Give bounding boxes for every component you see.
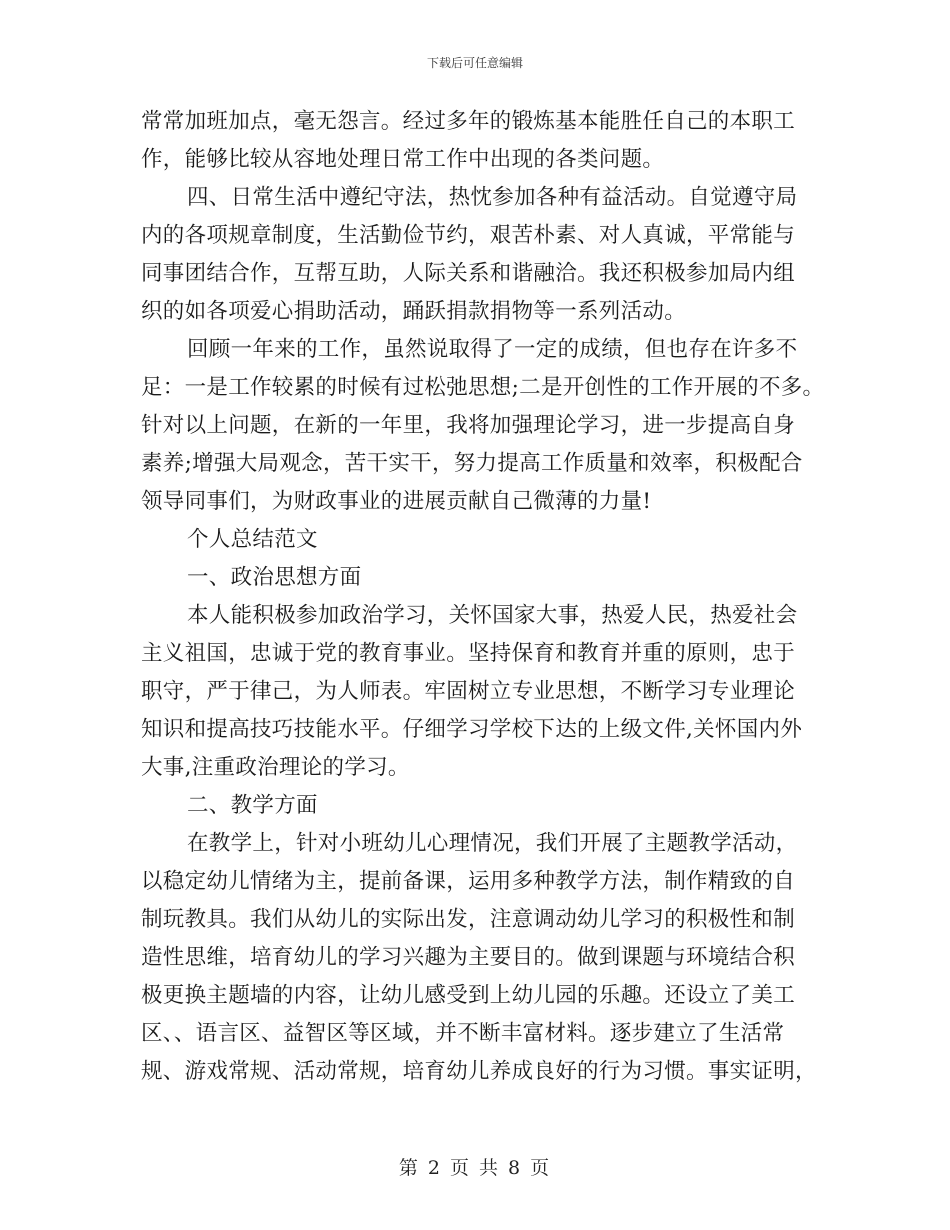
text-line: 个人总结范文 xyxy=(187,527,318,552)
text-line: 极更换主题墙的内容，让幼儿感受到上幼儿园的乐趣。还设立了美工 xyxy=(141,983,796,1008)
text-line: 大事,注重政治理论的学习。 xyxy=(141,755,410,780)
text-line: 织的如各项爱心捐助活动，踊跃捐款捐物等一系列活动。 xyxy=(141,299,687,324)
text-line: 造性思维，培育幼儿的学习兴趣为主要目的。做到课题与环境结合积 xyxy=(141,945,796,970)
text-line: 领导同事们，为财政事业的进展贡献自己微薄的力量! xyxy=(141,489,652,514)
text-line: 同事团结合作，互帮互助，人际关系和谐融洽。我还积极参加局内组 xyxy=(141,261,796,286)
text-line: 本人能积极参加政治学习，关怀国家大事，热爱人民，热爱社会 xyxy=(187,603,798,628)
text-line: 制玩教具。我们从幼儿的实际出发，注意调动幼儿学习的积极性和制 xyxy=(141,907,796,932)
text-line: 在教学上，针对小班幼儿心理情况，我们开展了主题教学活动， xyxy=(187,831,798,856)
document-body xyxy=(141,103,825,1091)
text-line: 规、游戏常规、活动常规，培育幼儿养成良好的行为习惯。事实证明， xyxy=(141,1059,817,1084)
text-line: 常常加班加点，毫无怨言。经过多年的锻炼基本能胜任自己的本职工 xyxy=(141,109,796,134)
page-header: 下载后可任意编辑 xyxy=(426,56,523,70)
text-line: 足：一是工作较累的时候有过松弛思想;二是开创性的工作开展的不多。 xyxy=(141,375,825,400)
text-line: 以稳定幼儿情绪为主，提前备课，运用多种教学方法，制作精致的自 xyxy=(141,869,796,894)
text-line: 一、政治思想方面 xyxy=(187,565,362,590)
text-line: 二、教学方面 xyxy=(187,793,318,818)
page-number-footer: 第 2 页 共 8 页 xyxy=(398,1157,552,1179)
text-line: 主义祖国，忠诚于党的教育事业。坚持保育和教育并重的原则，忠于 xyxy=(141,641,796,666)
text-line: 知识和提高技巧技能水平。仔细学习学校下达的上级文件,关怀国内外 xyxy=(141,717,803,742)
text-line: 四、日常生活中遵纪守法，热忱参加各种有益活动。自觉遵守局 xyxy=(187,185,798,210)
text-line: 区、、语言区、益智区等区域，并不断丰富材料。逐步建立了生活常 xyxy=(141,1021,785,1046)
text-line: 素养;增强大局观念，苦干实干，努力提高工作质量和效率，积极配合 xyxy=(141,451,803,476)
text-line: 回顾一年来的工作，虽然说取得了一定的成绩，但也存在许多不 xyxy=(187,337,798,362)
text-line: 内的各项规章制度，生活勤俭节约，艰苦朴素、对人真诚，平常能与 xyxy=(141,223,796,248)
text-line: 针对以上问题，在新的一年里，我将加强理论学习，进一步提高自身 xyxy=(141,413,796,438)
text-line: 作，能够比较从容地处理日常工作中出现的各类问题。 xyxy=(141,147,665,172)
text-line: 职守，严于律己，为人师表。牢固树立专业思想，不断学习专业理论 xyxy=(141,679,796,704)
